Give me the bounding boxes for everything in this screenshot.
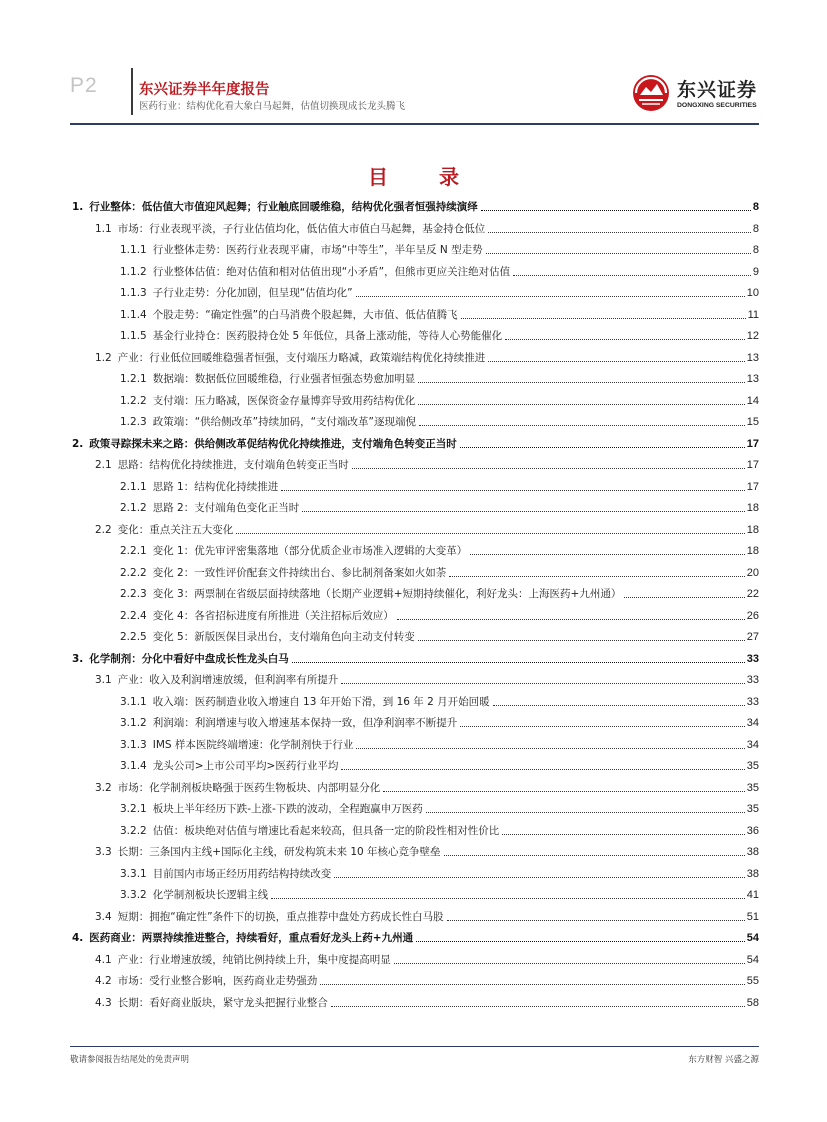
toc-leader-dots [513,275,751,276]
toc-entry-title: 政策寻踪探未来之路：供给侧改革促结构优化持续推进，支付端角色转变正当时 [89,437,457,450]
toc-entry-page: 8 [752,201,759,213]
toc-entry[interactable] [120,755,759,773]
toc-entry[interactable] [120,368,759,386]
toc-entry-page: 18 [746,545,759,557]
toc-entry-page: 13 [746,373,759,385]
toc-entry-number: 3.3.2 [120,889,147,901]
toc-entry-number: 1.1.2 [120,265,147,278]
toc-entry-page: 41 [746,889,759,901]
toc-leader-dots [486,253,751,254]
toc-entry[interactable] [95,218,759,236]
toc-entry-title: 化学制剂板块长逻辑主线 [152,889,269,901]
toc-entry-number: 4.1 [95,953,112,966]
toc-entry-page: 38 [746,846,759,858]
toc-leader-dots [236,533,745,534]
toc-leader-dots [331,1006,745,1007]
toc-entry-page: 17 [746,459,759,471]
toc-entry-page: 35 [746,803,759,815]
toc-leader-dots [461,318,746,319]
toc-entry-page: 18 [746,502,759,514]
toc-entry-page: 34 [746,717,759,729]
toc-entry[interactable] [120,282,759,300]
toc-leader-dots [624,597,744,598]
toc-entry-title: 思路 2：支付端角色变化正当时 [152,502,300,514]
toc-entry-title: 个股走势：“确定性强”的白马消费个股起舞，大市值、低估值腾飞 [152,308,458,321]
toc-entry-number: 4.3 [95,996,112,1009]
footer-slogan: 东方财智 兴盛之源 [688,1055,759,1065]
toc-entry[interactable] [120,712,759,730]
toc-entry-title: 行业整体走势：医药行业表现平庸，市场“中等生”，半年呈反 N 型走势 [152,244,483,256]
toc-entry-title: 短期：拥抱“确定性”条件下的切换，重点推荐中盘处方药成长性白马股 [117,910,444,923]
toc-leader-dots [292,662,745,663]
toc-entry-page: 27 [746,631,759,643]
toc-entry-number: 3.1.2 [120,717,147,729]
toc-entry-number: 4.2 [95,975,112,987]
toc-entry[interactable] [95,970,759,988]
toc-entry-number: 1.2.1 [120,373,147,385]
toc-entry-number: 4. [72,932,84,944]
toc-entry-page: 34 [746,738,759,751]
toc-entry[interactable] [120,626,759,644]
toc-leader-dots [481,210,751,211]
page-number: P2 [70,74,98,97]
toc-entry-page: 33 [746,695,759,708]
toc-entry[interactable] [120,884,759,902]
toc-entry-page: 20 [746,566,759,579]
toc-entry-page: 15 [746,416,759,428]
toc-entry-number: 2.1.1 [120,480,147,493]
toc-entry-page: 35 [746,760,759,772]
toc-entry[interactable] [120,605,759,623]
toc-entry-title: 利润端：利润增速与收入增速基本保持一致，但净利润率不断提升 [152,717,458,729]
toc-entry-title: 思路：结构优化持续推进，支付端角色转变正当时 [117,459,349,471]
logo-text-cn: 东兴证券 [677,79,758,101]
toc-entry-page: 8 [752,222,759,235]
toc-entry[interactable] [120,583,759,601]
toc-leader-dots [488,361,745,362]
toc-leader-dots [488,232,751,233]
toc-entry[interactable] [120,820,759,838]
toc-entry-number: 2.2.2 [120,566,147,579]
toc-leader-dots [447,920,745,921]
toc-entry[interactable] [120,691,759,709]
toc-entry[interactable] [120,239,759,257]
toc-leader-dots [418,382,745,383]
toc-entry-number: 2.2 [95,523,112,536]
toc-entry-page: 22 [746,588,759,600]
toc-leader-dots [383,791,745,792]
toc-entry-number: 1.2.2 [120,394,147,407]
toc-entry[interactable] [95,949,759,967]
toc-entry-page: 58 [746,996,759,1009]
toc-entry-number: 3.2.1 [120,803,147,815]
toc-leader-dots [426,812,745,813]
toc-entry-number: 2. [72,437,84,450]
toc-entry-title: 收入端：医药制造业收入增速自 13 年开始下滑，到 16 年 2 月开始回暖 [152,695,490,708]
toc-entry[interactable] [120,497,759,515]
toc-leader-dots [449,576,745,577]
toc-entry-page: 8 [752,244,759,256]
toc-leader-dots [271,898,745,899]
toc-entry-title: 估值：板块绝对估值与增速比看起来较高，但具备一定的阶段性相对性价比 [152,824,500,837]
toc-leader-dots [320,984,745,985]
toc-leader-dots [418,640,745,641]
toc-entry-title: 变化 4：各省招标进度有所推进（关注招标后效应） [152,609,394,622]
toc-leader-dots [470,554,745,555]
toc-entry-title: 市场：受行业整合影响，医药商业走势强劲 [117,975,318,987]
toc-entry-number: 3.2 [95,781,112,794]
toc-entry[interactable] [72,196,759,214]
report-subtitle: 医药行业：结构优化看大象白马起舞，估值切换现成长龙头腾飞 [139,101,406,112]
toc-entry[interactable] [120,863,759,881]
toc-entry[interactable] [120,476,759,494]
toc-entry-number: 3. [72,652,84,665]
footer-disclaimer: 敬请参阅报告结尾处的免责声明 [70,1055,190,1065]
toc-entry-title: 市场：行业表现平淡，子行业估值均化，低估值大市值白马起舞，基金持仓低位 [117,222,486,235]
toc-entry-title: 长期：三条国内主线+国际化主线，研发构筑未来 10 年核心竞争壁垒 [117,846,441,858]
toc-entry-page: 18 [746,523,759,536]
toc-entry-number: 1.1.3 [120,287,147,299]
toc-entry-page: 17 [746,437,759,450]
toc-entry-title: IMS 样本医院终端增速：化学制剂快于行业 [152,738,354,751]
toc-entry-page: 14 [746,394,759,407]
toc-entry-page: 54 [746,953,759,966]
toc-entry-title: 变化 3：两票制在省级层面持续落地（长期产业逻辑+短期持续催化，利好龙头：上海医药+九州通） [152,588,622,600]
toc-entry-title: 子行业走势：分化加剧，但呈现“估值均化” [152,287,353,299]
toc-entry-title: 思路 1：结构优化持续推进 [152,480,279,493]
toc-entry-number: 3.1.3 [120,738,147,751]
toc-entry-number: 3.2.2 [120,824,147,837]
toc-entry-page: 54 [746,932,759,944]
toc-entry-title: 市场：化学制剂板块略强于医药生物板块、内部明显分化 [117,781,381,794]
toc-entry[interactable] [72,648,759,666]
toc-entry-title: 行业整体估值：绝对估值和相对估值出现“小矛盾”，但熊市更应关注绝对估值 [152,265,511,278]
toc-leader-dots [493,705,745,706]
toc-entry-number: 1.1 [95,222,112,235]
toc-entry[interactable] [120,325,759,343]
toc-entry-title: 变化 2：一致性评价配套文件持续出台、参比制剂备案如火如荼 [152,566,447,579]
toc-entry-number: 2.2.3 [120,588,147,600]
toc-entry-page: 9 [752,265,759,278]
toc-leader-dots [505,339,745,340]
toc-entry-number: 3.1 [95,674,112,686]
toc-entry[interactable] [120,734,759,752]
toc-entry[interactable] [120,390,759,408]
toc-entry-title: 目前国内市场正经历用药结构持续改变 [152,867,332,880]
toc-entry-title: 板块上半年经历下跌-上涨-下跌的波动，全程跑赢申万医药 [152,803,423,815]
toc-entry[interactable] [95,777,759,795]
toc-entry-title: 数据端：数据低位回暖维稳，行业强者恒强态势愈加明显 [152,373,416,385]
toc-entry-number: 2.1 [95,459,112,471]
toc-leader-dots [356,296,745,297]
toc-entry[interactable] [95,669,759,687]
toc-leader-dots [502,834,745,835]
toc-leader-dots [419,425,745,426]
toc-entry[interactable] [120,540,759,558]
toc-entry-title: 长期：看好商业版块，紧守龙头把握行业整合 [117,996,328,1009]
toc-entry[interactable] [120,562,759,580]
toc-entry-title: 产业：收入及利润增速放缓，但利润率有所提升 [117,674,339,686]
toc-entry-number: 3.3 [95,846,112,858]
toc-entry-number: 2.1.2 [120,502,147,514]
toc-leader-dots [460,447,745,448]
toc-entry-title: 基金行业持仓：医药股持仓处 5 年低位，具备上涨动能，等待人心势能催化 [152,330,503,342]
toc-leader-dots [281,490,745,491]
toc-entry-title: 变化 5：新版医保目录出台，支付端角色向主动支付转变 [152,631,415,643]
toc-entry-number: 1.2 [95,351,112,364]
toc-leader-dots [397,619,745,620]
toc-entry[interactable] [95,841,759,859]
toc-leader-dots [444,855,745,856]
toc-leader-dots [394,963,745,964]
toc-leader-dots [356,748,744,749]
toc-entry[interactable] [120,798,759,816]
toc-leader-dots [460,726,745,727]
toc-entry-page: 55 [746,975,759,987]
toc-entry-number: 2.2.1 [120,545,147,557]
toc-entry-title: 产业：行业低位回暖维稳强者恒强，支付端压力略减，政策端结构优化持续推进 [117,351,486,364]
report-title: 东兴证券半年度报告 [139,82,270,98]
toc-entry[interactable] [95,519,759,537]
toc-entry-title: 产业：行业增速放缓，纯销比例持续上升，集中度提高明显 [117,953,391,966]
toc-entry-number: 2.2.4 [120,609,147,622]
toc-entry[interactable] [95,992,759,1010]
toc-entry[interactable] [72,927,759,945]
toc-entry-page: 33 [746,674,759,686]
toc-entry-page: 13 [746,351,759,364]
toc-entry-title: 变化：重点关注五大变化 [117,523,234,536]
toc-leader-dots [341,769,744,770]
toc-entry-page: 26 [746,609,759,622]
toc-leader-dots [334,877,745,878]
toc-leader-dots [416,941,745,942]
toc-leader-dots [341,683,745,684]
logo-text-en: DONGXING SECURITIES [677,102,757,109]
footer-rule [70,1046,759,1047]
toc-entry-title: 行业整体：低估值大市值迎风起舞；行业触底回暖维稳，结构优化强者恒强持续演绎 [89,201,478,213]
toc-entry-page: 17 [746,480,759,493]
toc-entry[interactable] [120,411,759,429]
toc-entry-title: 变化 1：优先审评密集落地（部分优质企业市场准入逻辑的大变革） [152,545,468,557]
logo-emblem-icon [631,74,671,112]
toc-entry-number: 3.1.4 [120,760,147,772]
toc-entry-title: 龙头公司>上市公司平均>医药行业平均 [152,760,339,772]
toc-entry-title: 医药商业：两票持续推进整合，持续看好，重点看好龙头上药+九州通 [89,932,414,944]
toc-entry-page: 38 [746,867,759,880]
header-rule [70,123,759,125]
toc-entry[interactable] [95,347,759,365]
toc-entry-page: 36 [746,824,759,837]
toc-entry-title: 支付端：压力略减，医保资金存量博弈导致用药结构优化 [152,394,416,407]
toc-entry-page: 35 [746,781,759,794]
header-divider [131,68,133,115]
toc-entry-page: 33 [746,652,759,665]
toc-entry-page: 10 [746,287,759,299]
toc-entry[interactable] [95,906,759,924]
toc-entry-number: 3.4 [95,910,112,923]
toc-entry-title: 化学制剂：分化中看好中盘成长性龙头白马 [89,652,289,665]
toc-entry-number: 2.2.5 [120,631,147,643]
toc-entry-page: 11 [747,308,759,321]
toc-entry-number: 1.1.5 [120,330,147,342]
toc-leader-dots [352,468,745,469]
toc-leader-dots [302,511,745,512]
toc-entry[interactable] [72,433,759,451]
toc-entry-number: 3.3.1 [120,867,147,880]
toc-entry-number: 1.2.3 [120,416,147,428]
toc-entry-title: 政策端：“供给侧改革”持续加码，“支付端改革”逐现端倪 [152,416,416,428]
toc-entry[interactable] [95,454,759,472]
toc-entry-number: 3.1.1 [120,695,147,708]
toc-entry[interactable] [120,304,759,322]
toc-entry-number: 1. [72,201,84,213]
toc-entry-number: 1.1.1 [120,244,147,256]
toc-entry-page: 12 [746,330,759,342]
toc-entry-page: 51 [746,910,759,923]
toc-title: 目 录 [368,165,481,189]
company-logo [631,74,759,114]
toc-entry[interactable] [120,261,759,279]
toc-leader-dots [418,404,745,405]
toc-entry-number: 1.1.4 [120,308,147,321]
